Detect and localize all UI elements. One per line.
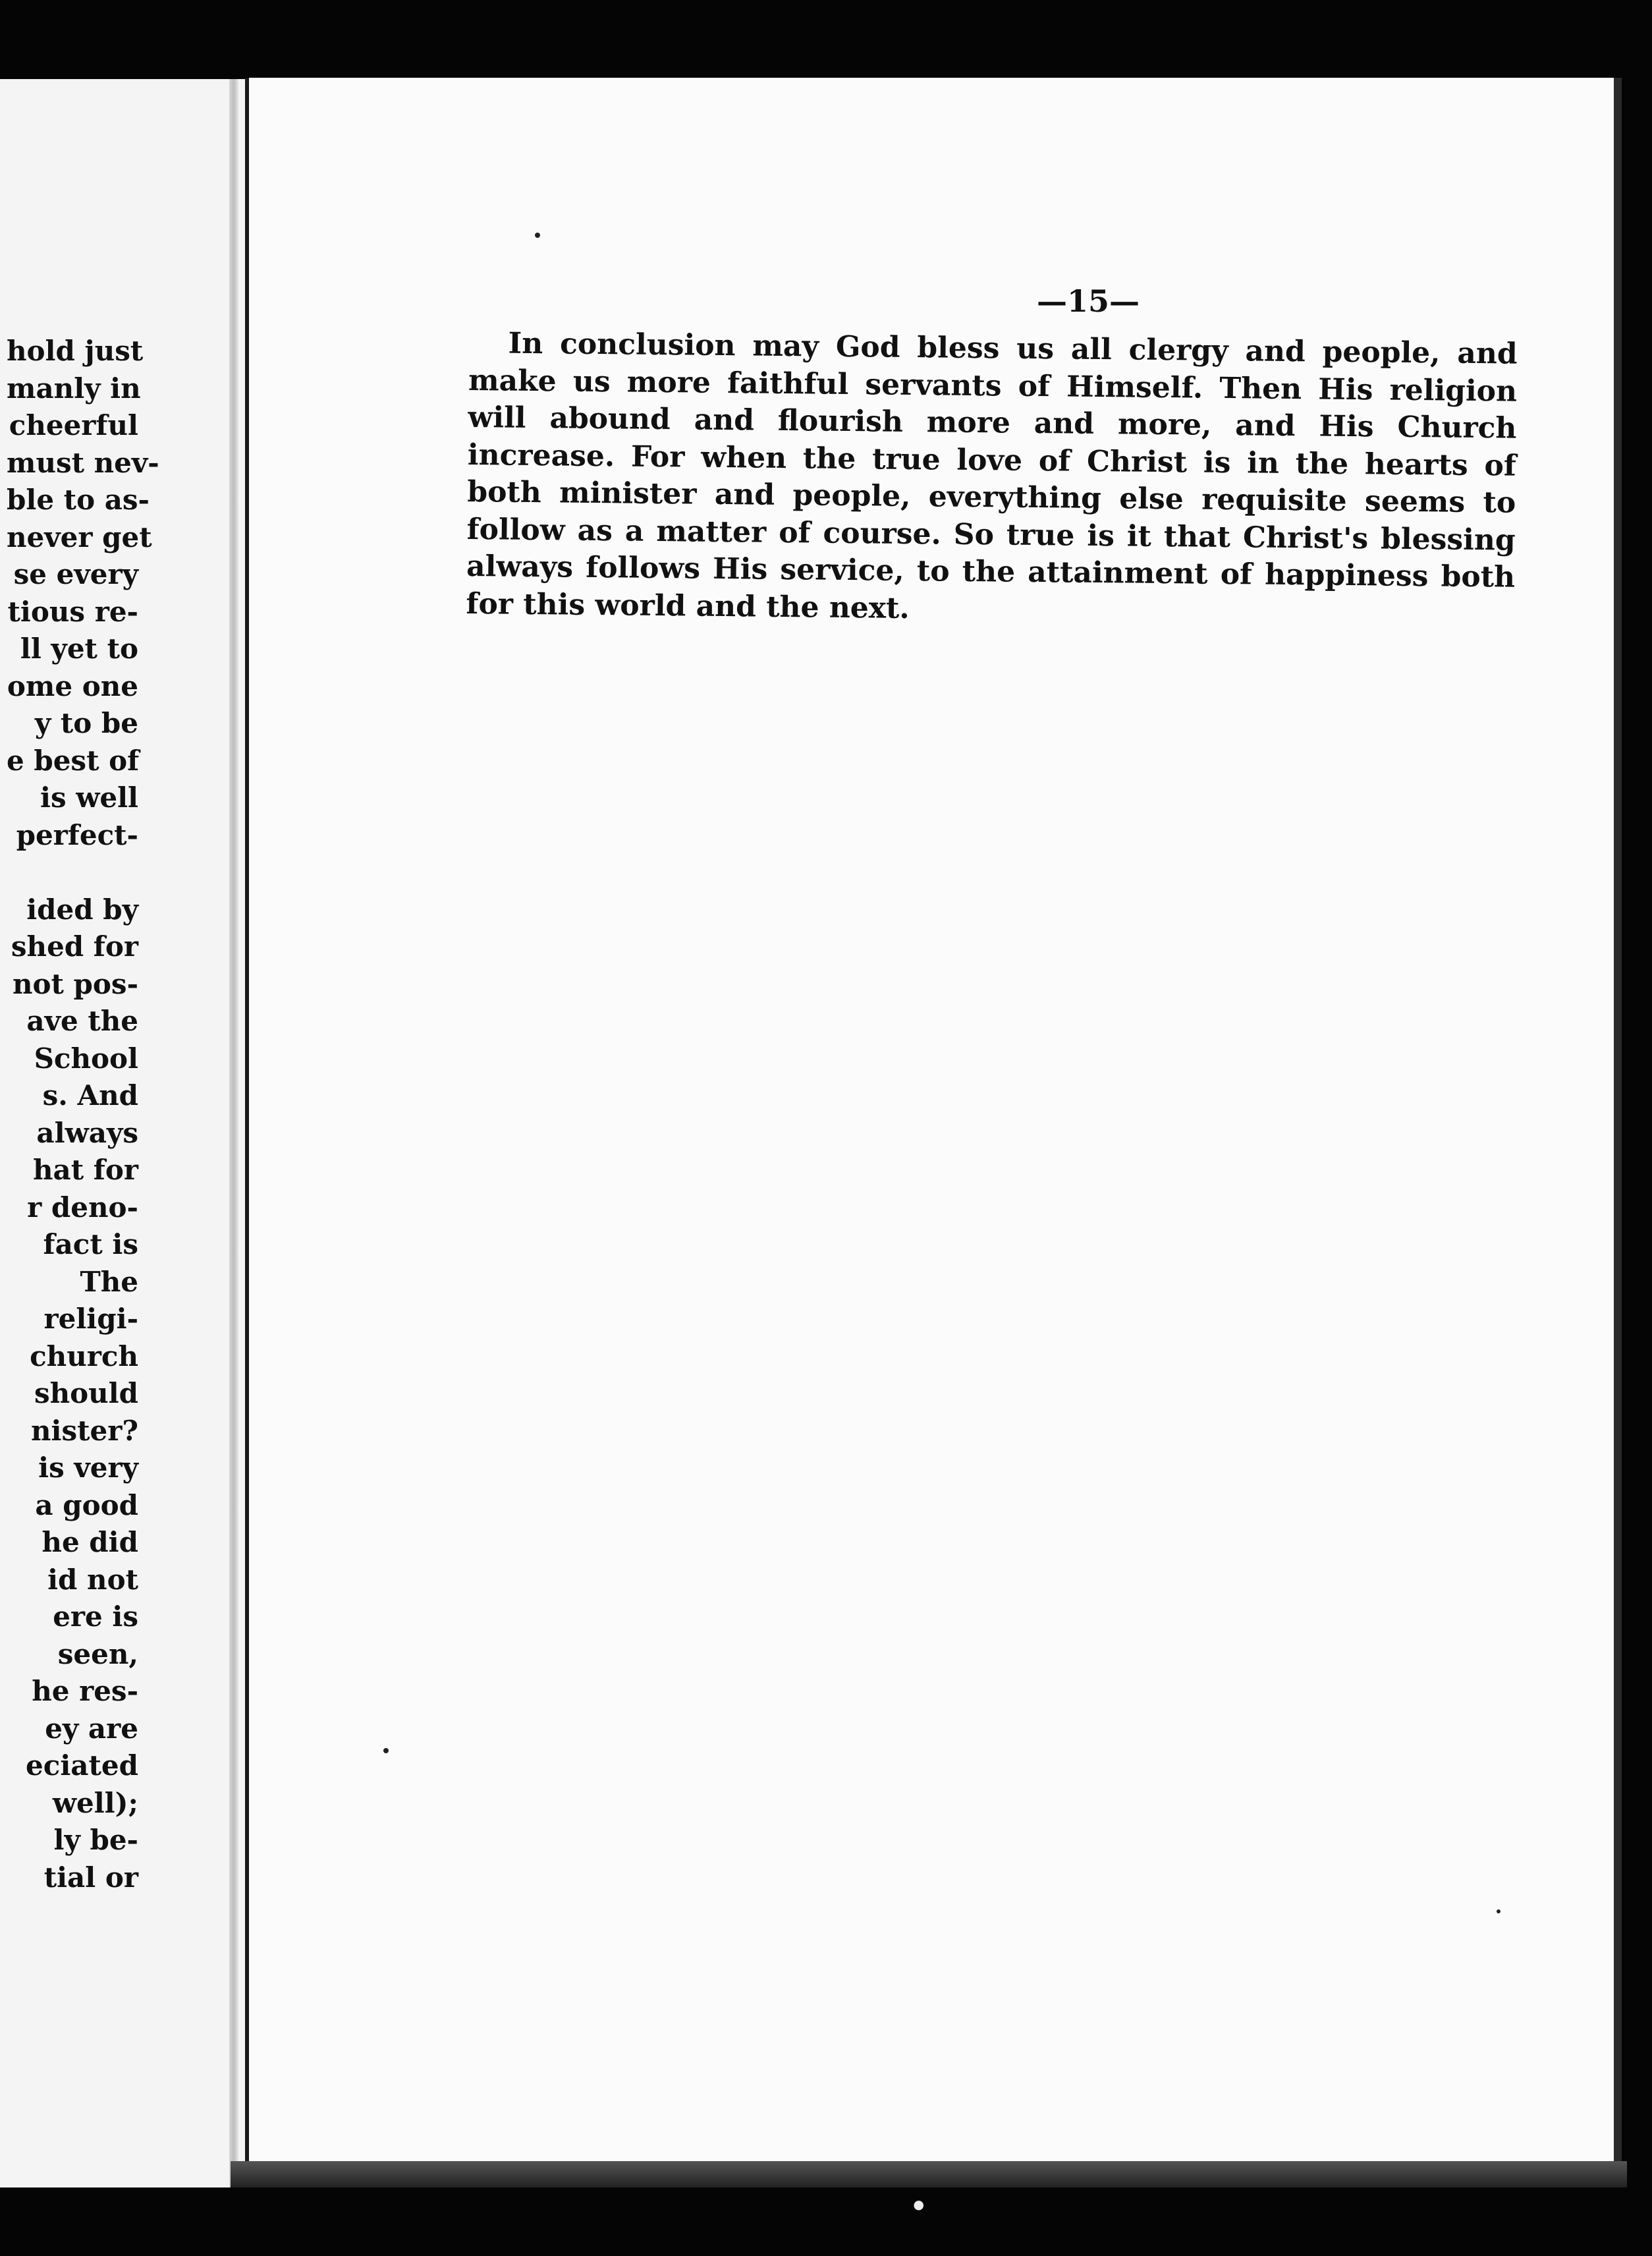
previous-page-line: ided by bbox=[26, 893, 138, 926]
previous-page-line: should bbox=[34, 1377, 138, 1409]
ink-speck bbox=[535, 233, 540, 238]
previous-page-fragment bbox=[0, 79, 250, 2187]
previous-page-line: ble to as- bbox=[7, 484, 150, 516]
previous-page-line: se every bbox=[13, 558, 138, 590]
previous-page-line: never get bbox=[7, 521, 152, 553]
previous-page-line: manly in bbox=[7, 372, 141, 405]
page-gutter bbox=[229, 79, 238, 2187]
page-edge-shadow bbox=[231, 2161, 1627, 2187]
previous-page-line: not pos- bbox=[12, 967, 138, 1000]
conclusion-paragraph: In conclusion may God bless us all clergy and people, and make us more faithful servants of Himself. Then His religion will abound and flourish more and more, and His Church increase. For when the true love of Christ is in the hearts of both minister and people, everything else requisite seems to follow as a matter of course. So true is it that Christ's blessing always follows His service, to the attainment of happiness both for this world and the next. bbox=[466, 326, 1518, 625]
previous-page-line: must nev- bbox=[7, 446, 159, 479]
previous-page-line: e best of bbox=[7, 744, 140, 777]
ink-speck bbox=[383, 1748, 389, 1753]
previous-page-line: ere is bbox=[53, 1600, 138, 1633]
scan-artifact: • bbox=[909, 2187, 929, 2226]
previous-page-text bbox=[7, 333, 159, 1896]
previous-page-line: ome one bbox=[7, 669, 138, 702]
previous-page-line: religi- bbox=[43, 1303, 138, 1335]
previous-page-line: perfect- bbox=[16, 818, 138, 851]
previous-page-line: always bbox=[36, 1116, 138, 1149]
previous-page-line: tious re- bbox=[7, 595, 138, 628]
previous-page-line: tial or bbox=[43, 1861, 138, 1894]
current-page bbox=[245, 78, 1622, 2165]
previous-page-line: The bbox=[80, 1265, 138, 1298]
previous-page-line: ave the bbox=[26, 1005, 138, 1037]
previous-page-line: well); bbox=[52, 1786, 138, 1819]
previous-page-line: id not bbox=[47, 1563, 138, 1596]
previous-page-line bbox=[7, 854, 138, 891]
previous-page-line: cheerful bbox=[9, 409, 138, 441]
previous-page-line: is very bbox=[38, 1452, 138, 1484]
previous-page-line: is well bbox=[40, 781, 138, 814]
previous-page-line: he did bbox=[41, 1526, 138, 1558]
previous-page-line: eciated bbox=[26, 1749, 138, 1782]
previous-page-line: hat for bbox=[33, 1154, 138, 1186]
previous-page-line: seen, bbox=[57, 1637, 138, 1670]
previous-page-line: shed for bbox=[11, 930, 138, 963]
previous-page-line: fact is bbox=[43, 1228, 138, 1260]
ink-speck bbox=[1497, 1909, 1501, 1913]
previous-page-line: hold just bbox=[7, 335, 144, 367]
previous-page-line: School bbox=[34, 1042, 138, 1075]
page-number: —15— bbox=[1036, 283, 1140, 319]
previous-page-line: he res- bbox=[32, 1675, 138, 1707]
previous-page-line: ly be- bbox=[53, 1824, 138, 1856]
previous-page-line: ey are bbox=[45, 1712, 138, 1745]
previous-page-line: r deno- bbox=[27, 1191, 138, 1224]
previous-page-line: nister? bbox=[31, 1414, 138, 1447]
previous-page-line: a good bbox=[35, 1488, 138, 1521]
previous-page-line: s. And bbox=[42, 1079, 138, 1112]
previous-page-line: y to be bbox=[34, 707, 138, 739]
previous-page-line: ll yet to bbox=[20, 633, 138, 665]
previous-page-line: church bbox=[30, 1340, 138, 1372]
